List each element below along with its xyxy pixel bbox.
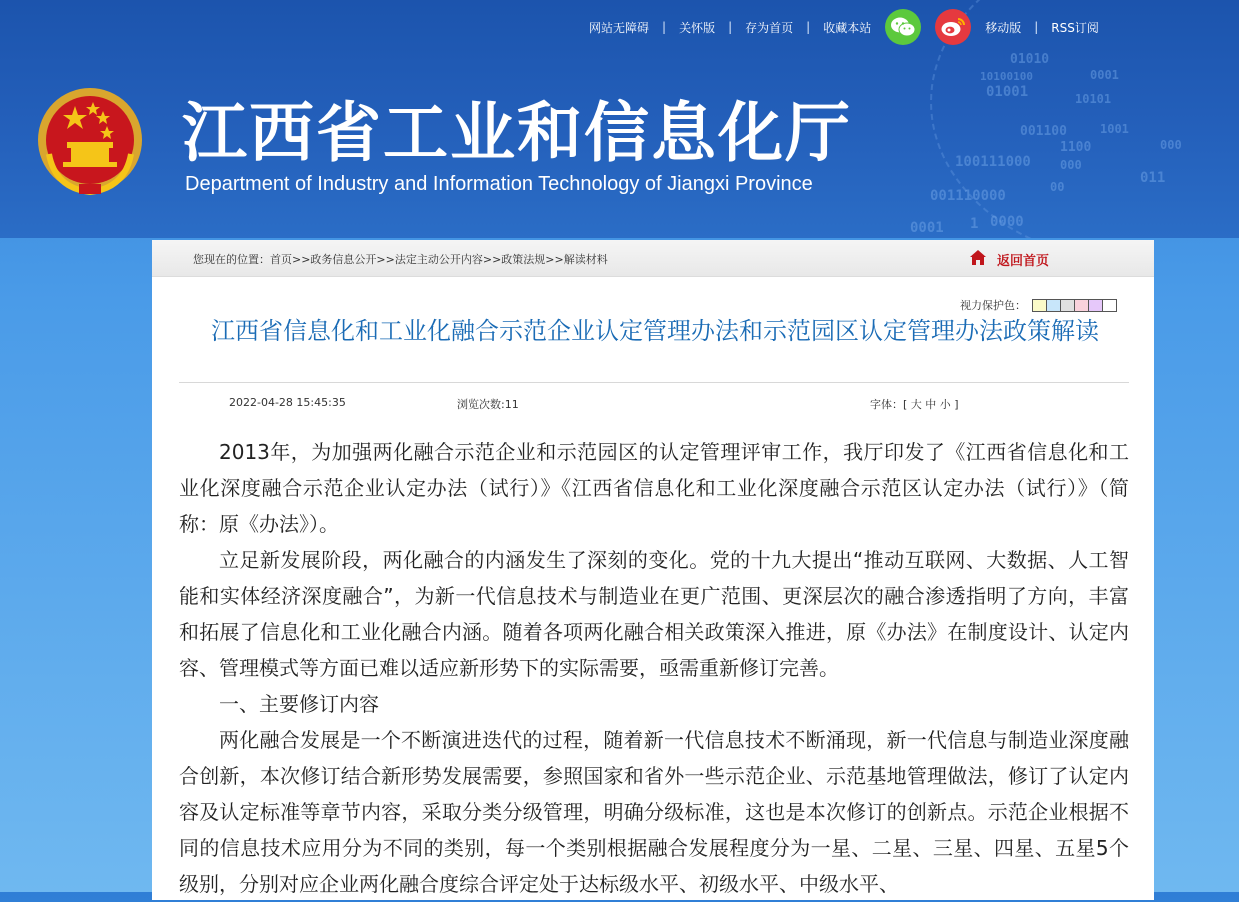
weibo-icon[interactable] (935, 9, 971, 45)
paragraph: 立足新发展阶段，两化融合的内涵发生了深刻的变化。党的十九大提出“推动互联网、大数据、人工智能和实体经济深度融合”，为新一代信息技术与制造业在更广范围、更深层次的融合渗透指明了方向，丰富和拓展了信息化和工业化融合内涵。随着各项两化融合相关政策深入推进，原《办法》在制度设计、认定内容、管理模式等方面已难以适应新形势下的实际需要，亟需重新修订完善。 (179, 548, 1129, 680)
font-large-button[interactable]: 大 (910, 398, 922, 411)
view-count: 浏览次数:11 (457, 398, 519, 411)
top-links (589, 16, 1099, 38)
separator: | (806, 20, 811, 34)
wechat-icon[interactable] (885, 9, 921, 45)
font-medium-button[interactable]: 中 (925, 398, 937, 411)
separator: | (1034, 20, 1039, 34)
article-title: 江西省信息化和工业化融合示范企业认定管理办法和示范园区认定管理办法政策解读 (211, 317, 1099, 345)
swatch-blue[interactable] (1047, 300, 1061, 311)
accessibility-link[interactable]: 网站无障碍 (589, 20, 650, 35)
separator: | (662, 20, 667, 34)
mobile-version-link[interactable]: 移动版 (985, 20, 1022, 35)
content-panel (152, 240, 1154, 900)
site-header (0, 0, 1239, 238)
breadcrumb-prefix: 您现在的位置： (193, 253, 270, 266)
breadcrumb (193, 251, 608, 267)
bracket: ] (954, 398, 959, 411)
swatch-pink[interactable] (1075, 300, 1089, 311)
care-version-link[interactable]: 关怀版 (679, 20, 716, 35)
swatch-white[interactable] (1103, 300, 1116, 311)
paragraph: 两化融合发展是一个不断演进迭代的过程，随着新一代信息技术不断涌现，新一代信息与制造业深度融合创新，本次修订结合新形势发展需要，参照国家和省外一些示范企业、示范基地管理做法，修订了认定内容及认定标准等章节内容，采取分类分级管理，明确分级标准，这也是本次修订的创新点。示范企业根据不同的信息技术应用分为不同的类别，每一个类别根据融合发展程度分为一星、二星、三星、四星、五星5个级别，分别对应企业两化融合度综合评定处于达标级水平、初级水平、中级水平、 (179, 728, 1129, 896)
font-small-button[interactable]: 小 (939, 398, 951, 411)
separator: | (728, 20, 733, 34)
site-title-cn: 江西省工业和信息化厅 (182, 96, 853, 171)
article-body (179, 434, 1129, 902)
site-title-en: Department of Industry and Information Technology of Jiangxi Province (185, 173, 813, 195)
breadcrumb-bar (152, 240, 1154, 277)
rss-link[interactable]: RSS订阅 (1051, 20, 1099, 35)
breadcrumb-path[interactable]: 首页>>政务信息公开>>法定主动公开内容>>政策法规>>解读材料 (270, 253, 608, 266)
national-emblem-icon (35, 84, 145, 200)
vision-protect-label: 视力保护色： (960, 299, 1026, 312)
swatch-purple[interactable] (1089, 300, 1103, 311)
section-heading: 一、主要修订内容 (219, 692, 379, 716)
back-home-link[interactable] (969, 249, 1049, 270)
color-swatches (1032, 299, 1117, 312)
swatch-yellow[interactable] (1033, 300, 1047, 311)
bookmark-link[interactable]: 收藏本站 (823, 20, 872, 35)
home-icon (969, 249, 987, 270)
swatch-gray[interactable] (1061, 300, 1075, 311)
binary-decoration: 01010 10100100 0001 01001 10101 001100 1001 1100 000 100111000 000 001110000 00 1 0001 0000 011 (910, 52, 1182, 236)
set-homepage-link[interactable]: 存为首页 (745, 20, 794, 35)
publish-date: 2022-04-28 15:45:35 (229, 396, 346, 409)
paragraph: 2013年，为加强两化融合示范企业和示范园区的认定管理评审工作，我厅印发了《江西省信息化和工业化深度融合示范企业认定办法（试行）》《江西省信息化和工业化深度融合示范区认定办法（试行）》（简称：原《办法》）。 (179, 440, 1129, 536)
divider (179, 382, 1129, 383)
vision-protect-colors (960, 297, 1117, 313)
font-size-control (870, 396, 959, 412)
back-home-label: 返回首页 (997, 254, 1050, 269)
bracket: [ (903, 398, 908, 411)
font-size-label: 字体： (870, 398, 903, 411)
